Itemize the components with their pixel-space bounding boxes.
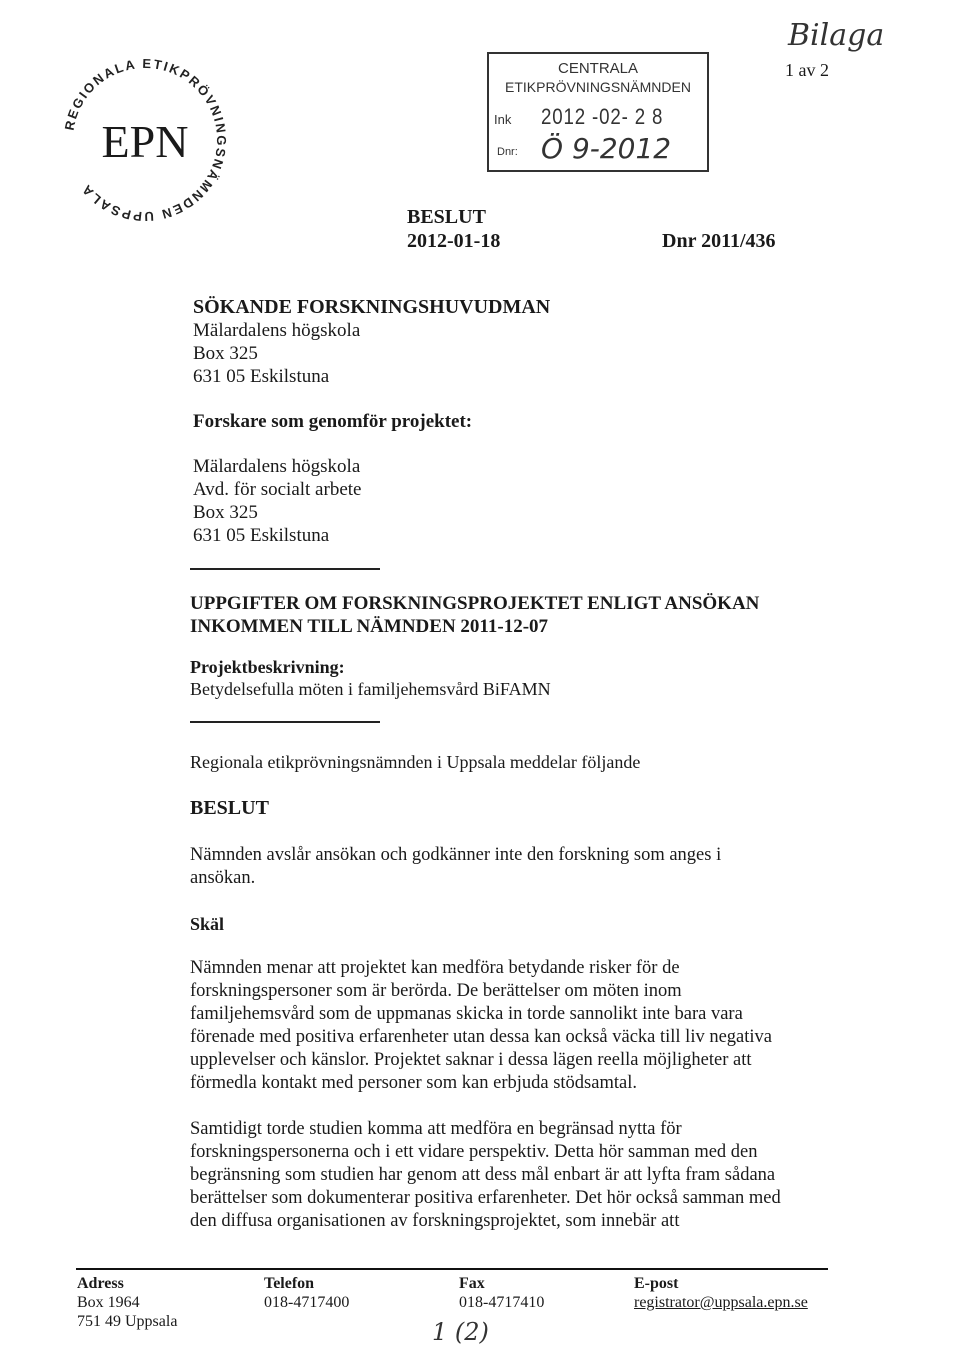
received-stamp: [487, 52, 709, 172]
reasons-line: den diffusa organisationen av forskningsprojektet, som innebär att: [190, 1211, 680, 1231]
reasons-line: förenade med positiva erfarenheter utan dessa kan också väcka till liv negativa: [190, 1027, 772, 1047]
decision-intro: Regionala etikprövningsnämnden i Uppsala meddelar följande: [190, 752, 641, 772]
reasons-line: forskningspersoner som är berörda. De berättelser om möten inom: [190, 981, 682, 1001]
footer-address-line: 751 49 Uppsala: [77, 1313, 178, 1330]
reasons-line: berättelser som dokumenterar positiva erfarenheter. Det hör också samman med: [190, 1188, 781, 1208]
footer-address: [77, 1274, 177, 1331]
footer-email: [634, 1274, 808, 1312]
decision-text: [190, 844, 830, 890]
applicant-block: [193, 296, 550, 388]
applicant-line: Box 325: [193, 343, 258, 364]
researcher-line: Mälardalens högskola: [193, 456, 361, 477]
reasons-line: Nämnden menar att projektet kan medföra betydande risker för de: [190, 958, 680, 978]
reasons-paragraph-2: [190, 1118, 830, 1233]
researcher-line: Avd. för socialt arbete: [193, 479, 362, 500]
footer-phone-label: Telefon: [264, 1275, 315, 1292]
divider-1: [190, 568, 380, 570]
researcher-line: Box 325: [193, 502, 258, 523]
researcher-heading: Forskare som genomför projektet:: [193, 411, 473, 432]
stamp-dnr-label: Dnr:: [497, 146, 518, 158]
footer-fax: [459, 1274, 544, 1312]
footer-email-link[interactable]: registrator@uppsala.epn.se: [634, 1294, 808, 1311]
footer-address-line: Box 1964: [77, 1294, 140, 1311]
decision-line: Nämnden avslår ansökan och godkänner inte den forskning som anges i: [190, 845, 722, 865]
reasons-heading: Skäl: [190, 914, 225, 934]
stamp-ink-label: Ink: [494, 112, 512, 127]
stamp-ink-date: 2012 -02- 2 8: [541, 104, 664, 129]
footer-fax-label: Fax: [459, 1275, 485, 1292]
project-desc-text: Betydelsefulla möten i familjehemsvård BiFAMN: [190, 679, 551, 699]
stamp-dnr-value: Ö 9-2012: [541, 132, 672, 165]
reasons-line: Samtidigt torde studien komma att medföra en begränsad nytta för: [190, 1119, 682, 1139]
reasons-line: förmedla kontakt med personer som kan erbjuda stödsamtal.: [190, 1073, 637, 1093]
footer-fax-value: 018-4717410: [459, 1294, 545, 1311]
researcher-block: [193, 411, 472, 547]
reasons-line: familjehemsvård som de uppmanas skicka in torde sannolikt inte bara vara: [190, 1004, 743, 1024]
doc-dnr: Dnr 2011/436: [662, 230, 776, 252]
footer-phone-value: 018-4717400: [264, 1294, 350, 1311]
footer-rule: [76, 1268, 828, 1270]
project-desc-label: Projektbeskrivning:: [190, 657, 345, 677]
project-heading-line1: UPPGIFTER OM FORSKNINGSPROJEKTET ENLIGT ANSÖKAN: [190, 593, 760, 614]
reasons-line: upplevelser och känslor. Projektet saknar i dessa lägen reella möjligheter att: [190, 1050, 752, 1070]
footer-email-label: E-post: [634, 1275, 679, 1292]
seal-ring-text: REGIONALA ETIKPRÖVNINGSNÄMNDEN UPPSALA: [61, 55, 230, 225]
epn-seal-logo: [50, 45, 240, 235]
doc-date: 2012-01-18: [407, 230, 501, 252]
seal-letters: EPN: [101, 116, 189, 167]
reasons-line: begränsning som studien har genom att dess mål enbart är att lyfta fram sådana: [190, 1165, 776, 1185]
stamp-line2: ETIKPRÖVNINGSNÄMNDEN: [505, 79, 691, 95]
handwritten-bilaga: Bilaga: [788, 18, 885, 53]
project-block: [190, 592, 759, 700]
applicant-line: Mälardalens högskola: [193, 320, 361, 341]
decision-heading: BESLUT: [190, 797, 269, 819]
decision-line: ansökan.: [190, 868, 256, 888]
project-heading-line2: INKOMMEN TILL NÄMNDEN 2011-12-07: [190, 616, 549, 637]
stamp-line1: CENTRALA: [557, 60, 639, 77]
applicant-line: 631 05 Eskilstuna: [193, 366, 330, 387]
reasons-line: forskningspersonerna och i ett vidare perspektiv. Detta hör samman med den: [190, 1142, 758, 1162]
footer-phone: [264, 1274, 349, 1312]
footer-address-label: Adress: [77, 1275, 124, 1292]
applicant-heading: SÖKANDE FORSKNINGSHUVUDMAN: [193, 296, 551, 318]
researcher-line: 631 05 Eskilstuna: [193, 525, 330, 546]
doc-type: BESLUT: [407, 206, 486, 228]
reasons-paragraph-1: [190, 957, 830, 1095]
handwritten-page-mark: 1 (2): [432, 1318, 489, 1346]
divider-2: [190, 721, 380, 723]
page-count: 1 av 2: [785, 60, 829, 80]
